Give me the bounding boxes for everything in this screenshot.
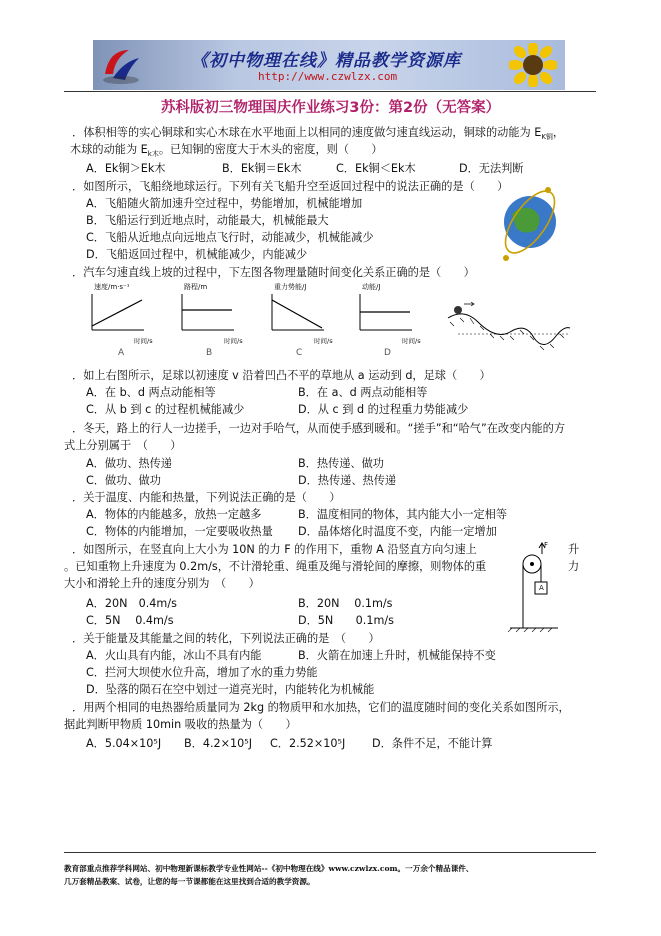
q8-stem: ．关于能量及其能量之间的转化，下列说法正确的是 （ ）	[72, 632, 380, 645]
q7-option-d: D．5N 0.1m/s	[298, 614, 394, 627]
q3-graph-a-letter: A	[118, 348, 125, 358]
q2-option-c: C．飞船从近地点向远地点飞行时，动能减少，机械能减少	[86, 231, 374, 244]
q9-option-a: A．5.04×10⁵J	[86, 737, 162, 750]
q7-stem-line-1: ．如图所示，在竖直向上大小为 10N 的力 F 的作用下，重物 A 沿竖直方向匀速上	[72, 543, 477, 556]
q1-option-c: C．Ek铜＜Ek木	[336, 162, 416, 175]
banner-url[interactable]: http://www.czwlzx.com	[258, 70, 398, 83]
q9-stem-line-2: 据此判断甲物质 10min 吸收的热量为（ ）	[64, 718, 297, 731]
q3-graph-d-letter: D	[384, 348, 391, 358]
footer-rule	[64, 852, 596, 853]
q4-stem: ．如上右图所示，足球以初速度 v 沿着凹凸不平的草地从 a 运动到 d，足球（ ）	[72, 369, 491, 382]
q3-graph-c-ylabel: 重力势能/J	[274, 283, 307, 291]
q6-stem: ．关于温度、内能和热量，下列说法正确的是（ ）	[72, 491, 341, 504]
q5-option-a: A．做功、热传递	[86, 457, 172, 470]
header-rule	[64, 91, 596, 92]
q2-stem: ．如图所示，飞船绕地球运行。下列有关飞船升空至返回过程中的说法正确的是（ ）	[72, 180, 509, 193]
q9-option-d: D．条件不足，不能计算	[372, 737, 493, 750]
q9-stem-line-1: ．用两个相同的电热器给质量同为 2kg 的物质甲和水加热，它们的温度随时间的变化关系如图所示，	[72, 701, 570, 714]
q1-stem-line-1: ．体积相等的实心铜球和实心木球在水平地面上以相同的速度做匀速直线运动，铜球的动能为 $E_{K铜}$，	[72, 126, 565, 142]
q8-option-d: D．坠落的陨石在空中划过一道亮光时，内能转化为机械能	[86, 683, 375, 696]
sunflower-icon	[509, 43, 557, 87]
q3-graph-d-xlabel: 时间/s	[402, 337, 421, 345]
q3-stem: ．汽车匀速直线上坡的过程中，下左图各物理量随时间变化关系正确的是（ ）	[72, 266, 475, 279]
q4-ball-terrain-figure	[444, 296, 572, 358]
q3-graph-d	[356, 290, 414, 334]
q3-graph-a	[88, 290, 146, 334]
q7-stem-line-1-end: 升	[568, 543, 580, 556]
q7-option-a: A．20N 0.4m/s	[86, 597, 177, 610]
q7-stem-line-2-end: 力	[568, 560, 580, 573]
q3-graph-c	[268, 290, 326, 334]
q7-stem-line-3: 大小和滑轮上升的速度分别为 （ ）	[64, 577, 260, 590]
q5-stem-line-1: ．冬天，路上的行人一边搓手，一边对手哈气，从而使手感到暖和。“搓手”和“哈气”在改变内能的方	[72, 422, 566, 435]
q7-figure-weight-label: A	[539, 584, 544, 592]
q2-option-d: D．飞船返回过程中，机械能减少，内能减少	[86, 248, 308, 261]
q4-option-c: C．从 b 到 c 的过程机械能减少	[86, 403, 245, 416]
q7-option-b: B．20N 0.1m/s	[298, 597, 393, 610]
q3-graph-a-ylabel: 速度/m·s⁻¹	[94, 283, 130, 291]
q5-option-c: C．做功、做功	[86, 474, 161, 487]
q3-graph-b	[178, 290, 236, 334]
q3-graph-b-letter: B	[206, 348, 213, 358]
banner-title: 《初中物理在线》精品教学资源库	[191, 51, 461, 71]
q7-figure-force-label: F	[544, 541, 549, 549]
q3-graph-c-letter: C	[296, 348, 303, 358]
q3-graph-b-ylabel: 路程/m	[184, 283, 208, 291]
q5-option-b: B．热传递、做功	[298, 457, 384, 470]
q3-graph-d-ylabel: 动能/J	[362, 283, 381, 291]
q9-option-b: B．4.2×10⁵J	[184, 737, 253, 750]
q1-option-d: D．无法判断	[459, 162, 524, 175]
footer-text	[64, 862, 473, 888]
q3-graph-a-xlabel: 时间/s	[134, 337, 153, 345]
q5-option-d: D．热传递、热传递	[298, 474, 397, 487]
q8-option-c: C．拦河大坝使水位升高，增加了水的重力势能	[86, 666, 318, 679]
q7-stem-line-2: 。已知重物上升速度为 0.2m/s，不计滑轮重、绳重及绳与滑轮间的摩擦，则物体的重	[64, 560, 487, 573]
spacecraft-orbit-figure	[490, 178, 570, 268]
footer-line-2: 几万套精品教案、试卷，让您的每一节课都能在这里找到合适的教学资源。	[64, 877, 315, 886]
q2-option-a: A．飞船随火箭加速升空过程中，势能增加，机械能增加	[86, 197, 363, 210]
q7-option-c: C．5N 0.4m/s	[86, 614, 174, 627]
q5-stem-line-2: 式上分别属于 （ ）	[64, 439, 182, 452]
q9-option-c: C．2.52×10⁵J	[270, 737, 346, 750]
q3-graph-c-xlabel: 时间/s	[314, 337, 333, 345]
document-title: 苏科版初三物理国庆作业练习3份：第2份（无答案）	[160, 100, 501, 116]
q6-option-c: C．物体的内能增加，一定要吸收热量	[86, 525, 273, 538]
q6-option-b: B．温度相同的物体，其内能大小一定相等	[298, 508, 508, 521]
q4-option-a: A．在 b、d 两点动能相等	[86, 386, 216, 399]
q4-option-b: B．在 a、d 两点动能相等	[298, 386, 428, 399]
footer-line-1: 教育部重点推荐学科网站、初中物理新课标教学专业性网站--《初中物理在线》www.czwlzx.com。一万余个精品课件、	[64, 864, 474, 873]
q6-option-a: A．物体的内能越多，放热一定越多	[86, 508, 262, 521]
q6-option-d: D．晶体熔化时温度不变，内能一定增加	[298, 525, 497, 538]
q8-option-b: B．火箭在加速上升时，机械能保持不变	[298, 649, 496, 662]
q2-option-b: B．飞船运行到近地点时，动能最大，机械能最大	[86, 214, 329, 227]
header-banner	[93, 40, 565, 90]
q1-stem-line-2: 木球的动能为 $E_{k木}$。已知铜的密度大于木头的密度，则（ ）	[70, 143, 383, 159]
q1-option-a: A．Ek铜＞Ek木	[86, 162, 166, 175]
q3-graph-b-xlabel: 时间/s	[224, 337, 243, 345]
q4-option-d: D．从 c 到 d 的过程重力势能减少	[298, 403, 469, 416]
q8-option-a: A．火山具有内能，冰山不具有内能	[86, 649, 262, 662]
q1-option-b: B．Ek铜＝Ek木	[222, 162, 302, 175]
q7-pulley-figure	[506, 540, 562, 632]
site-logo-icon	[99, 44, 143, 86]
